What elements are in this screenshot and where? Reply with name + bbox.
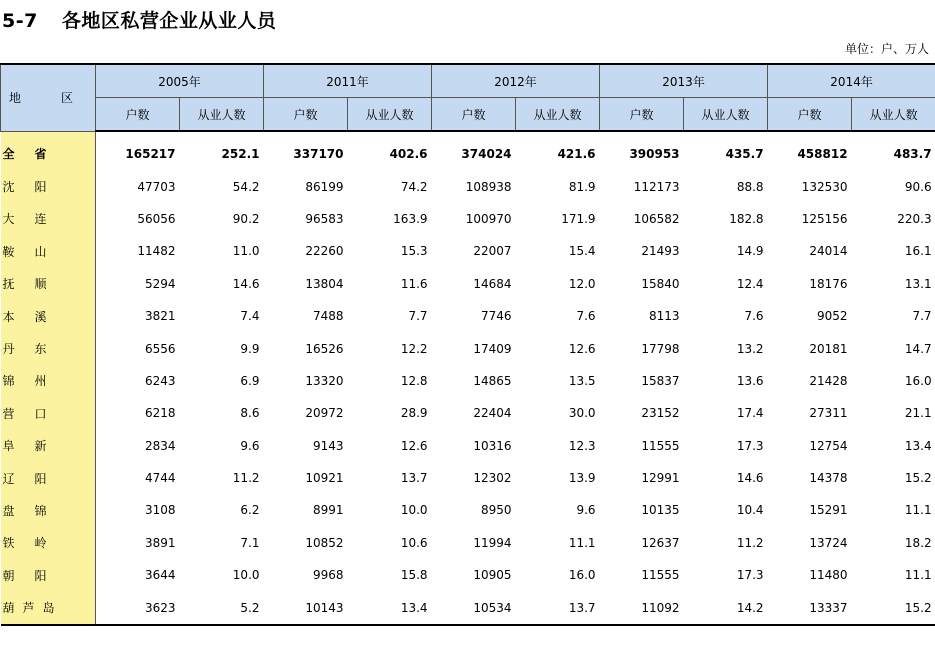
households-cell: 12754	[809, 438, 848, 453]
employees-cell: 13.7	[516, 591, 600, 624]
households-cell: 3623	[96, 591, 180, 624]
households-cell: 9052	[817, 309, 848, 324]
employees-cell: 15.2	[904, 471, 932, 486]
employees-cell: 14.6	[232, 276, 260, 291]
region-name-cell: 本溪	[1, 300, 96, 332]
employees-cell: 15.4	[568, 244, 596, 259]
employees-cell: 7.6	[744, 309, 764, 324]
households-cell: 3821	[144, 309, 176, 324]
households-cell: 112173	[633, 179, 680, 194]
employees-header: 从业人数	[180, 98, 264, 132]
employees-cell: 16.0	[568, 568, 596, 583]
employees-cell: 13.4	[904, 438, 932, 453]
households-cell: 8113	[649, 309, 680, 324]
employees-cell: 90.6	[904, 179, 932, 194]
households-cell: 3644	[144, 568, 176, 583]
households-cell: 10852	[305, 535, 344, 550]
employees-header: 从业人数	[348, 98, 432, 132]
employees-cell: 8.6	[240, 406, 260, 421]
households-cell: 100970	[465, 211, 512, 226]
employees-cell: 10.6	[400, 535, 428, 550]
households-cell: 10135	[641, 503, 680, 518]
employees-cell: 13.6	[736, 373, 764, 388]
region-name-cell: 葫芦岛	[1, 591, 96, 624]
households-cell: 13804	[305, 276, 344, 291]
employees-cell: 15.8	[400, 568, 428, 583]
table-row	[1, 235, 935, 267]
employees-cell: 13.7	[400, 471, 428, 486]
employees-cell: 12.3	[568, 438, 596, 453]
employees-cell: 14.2	[684, 591, 768, 624]
employees-header: 从业人数	[852, 98, 935, 132]
employees-cell: 252.1	[221, 147, 260, 162]
employees-cell: 12.8	[400, 373, 428, 388]
households-cell: 14378	[809, 471, 848, 486]
year-header-2011: 2011年	[264, 64, 432, 98]
employees-header: 从业人数	[516, 98, 600, 132]
employees-cell: 74.2	[400, 179, 428, 194]
households-cell: 20972	[305, 406, 344, 421]
households-header: 户数	[600, 98, 684, 132]
households-cell: 11994	[473, 535, 512, 550]
employees-cell: 13.1	[904, 276, 932, 291]
employees-cell: 11.1	[568, 535, 596, 550]
employees-cell: 12.6	[400, 438, 428, 453]
employees-cell: 90.2	[232, 211, 260, 226]
households-cell: 3891	[144, 535, 176, 550]
employees-cell: 11.1	[904, 503, 932, 518]
households-cell: 108938	[465, 179, 512, 194]
households-cell: 86199	[305, 179, 344, 194]
households-header: 户数	[96, 98, 180, 132]
households-cell: 10905	[473, 568, 512, 583]
table-title: 各地区私营企业从业人员	[61, 10, 277, 32]
employees-cell: 6.9	[240, 373, 260, 388]
employees-cell: 13.9	[568, 471, 596, 486]
employees-cell: 28.9	[400, 406, 428, 421]
year-header-row	[1, 64, 935, 98]
data-table	[0, 63, 935, 626]
table-row	[1, 559, 935, 591]
employees-cell: 163.9	[393, 211, 428, 226]
year-header-2012: 2012年	[432, 64, 600, 98]
employees-cell: 11.0	[232, 244, 260, 259]
employees-cell: 483.7	[893, 147, 932, 162]
employees-cell: 7.7	[408, 309, 428, 324]
table-row	[1, 494, 935, 526]
households-cell: 9968	[312, 568, 344, 583]
employees-cell: 17.3	[736, 438, 764, 453]
region-name-cell: 全省	[1, 131, 96, 170]
employees-cell: 7.7	[912, 309, 932, 324]
households-cell: 17409	[473, 341, 512, 356]
households-cell: 23152	[641, 406, 680, 421]
table-row	[1, 365, 935, 397]
page-title	[2, 6, 276, 33]
employees-cell: 12.6	[568, 341, 596, 356]
unit-label: 单位：户、万人	[844, 42, 929, 56]
households-cell: 22007	[473, 244, 512, 259]
employees-cell: 9.9	[240, 341, 260, 356]
households-cell: 5294	[144, 276, 176, 291]
households-cell: 11555	[641, 568, 680, 583]
region-name-cell: 锦州	[1, 365, 96, 397]
households-cell: 12637	[641, 535, 680, 550]
employees-cell: 81.9	[568, 179, 596, 194]
households-cell: 4744	[144, 471, 176, 486]
employees-cell: 13.2	[736, 341, 764, 356]
employees-cell: 15.3	[400, 244, 428, 259]
employees-cell: 14.9	[736, 244, 764, 259]
region-name-cell: 鞍山	[1, 235, 96, 267]
year-header-2014: 2014年	[768, 64, 935, 98]
table-row	[1, 397, 935, 429]
households-cell: 24014	[809, 244, 848, 259]
employees-cell: 12.0	[568, 276, 596, 291]
region-name-cell: 阜新	[1, 430, 96, 462]
households-cell: 12991	[641, 471, 680, 486]
employees-cell: 14.7	[904, 341, 932, 356]
households-cell: 132530	[801, 179, 848, 194]
employees-cell: 10.0	[400, 503, 428, 518]
table-row	[1, 170, 935, 202]
employees-cell: 182.8	[729, 211, 764, 226]
employees-cell: 13.4	[348, 591, 432, 624]
households-cell: 17798	[641, 341, 680, 356]
households-cell: 10534	[432, 591, 516, 624]
households-cell: 22260	[305, 244, 344, 259]
households-header: 户数	[768, 98, 852, 132]
households-cell: 15837	[641, 373, 680, 388]
year-header-2005: 2005年	[96, 64, 264, 98]
region-name-cell: 沈阳	[1, 170, 96, 202]
households-cell: 106582	[633, 211, 680, 226]
year-header-2013: 2013年	[600, 64, 768, 98]
employees-cell: 21.1	[904, 406, 932, 421]
households-cell: 10143	[264, 591, 348, 624]
employees-cell: 13.5	[568, 373, 596, 388]
households-cell: 6243	[144, 373, 176, 388]
households-cell: 21428	[809, 373, 848, 388]
households-cell: 7488	[312, 309, 344, 324]
households-cell: 56056	[137, 211, 176, 226]
households-cell: 13320	[305, 373, 344, 388]
households-cell: 16526	[305, 341, 344, 356]
households-cell: 10316	[473, 438, 512, 453]
employees-cell: 17.4	[736, 406, 764, 421]
employees-cell: 435.7	[725, 147, 764, 162]
employees-cell: 220.3	[897, 211, 932, 226]
households-cell: 18176	[809, 276, 848, 291]
households-cell: 9143	[312, 438, 344, 453]
region-name-cell: 辽阳	[1, 462, 96, 494]
households-header: 户数	[264, 98, 348, 132]
employees-cell: 10.4	[736, 503, 764, 518]
households-cell: 15291	[809, 503, 848, 518]
employees-cell: 9.6	[576, 503, 596, 518]
region-name-cell: 朝阳	[1, 559, 96, 591]
households-cell: 10921	[305, 471, 344, 486]
employees-cell: 6.2	[240, 503, 260, 518]
region-name-cell: 丹东	[1, 332, 96, 364]
households-cell: 165217	[125, 147, 176, 162]
households-cell: 13337	[768, 591, 852, 624]
employees-cell: 15.2	[852, 591, 935, 624]
households-cell: 337170	[293, 147, 344, 162]
employees-cell: 30.0	[568, 406, 596, 421]
employees-cell: 171.9	[561, 211, 596, 226]
employees-cell: 88.8	[736, 179, 764, 194]
employees-cell: 11.2	[232, 471, 260, 486]
households-cell: 2834	[144, 438, 176, 453]
households-cell: 27311	[809, 406, 848, 421]
employees-header: 从业人数	[684, 98, 768, 132]
table-row	[1, 462, 935, 494]
households-header: 户数	[432, 98, 516, 132]
region-name-cell: 抚顺	[1, 268, 96, 300]
employees-cell: 17.3	[736, 568, 764, 583]
region-name-cell: 大连	[1, 203, 96, 235]
households-cell: 11482	[137, 244, 176, 259]
households-cell: 13724	[809, 535, 848, 550]
employees-cell: 11.2	[736, 535, 764, 550]
households-cell: 8950	[480, 503, 512, 518]
employees-cell: 16.0	[904, 373, 932, 388]
employees-cell: 7.6	[576, 309, 596, 324]
households-cell: 20181	[809, 341, 848, 356]
households-cell: 6556	[144, 341, 176, 356]
households-cell: 6218	[144, 406, 176, 421]
employees-cell: 10.0	[232, 568, 260, 583]
employees-cell: 16.1	[904, 244, 932, 259]
households-cell: 458812	[797, 147, 848, 162]
households-cell: 7746	[480, 309, 512, 324]
households-cell: 3108	[144, 503, 176, 518]
households-cell: 47703	[137, 179, 176, 194]
sub-header-row	[1, 98, 935, 132]
employees-cell: 12.4	[736, 276, 764, 291]
households-cell: 14865	[473, 373, 512, 388]
table-row	[1, 131, 935, 170]
employees-cell: 421.6	[557, 147, 596, 162]
table-row	[1, 591, 935, 624]
households-cell: 21493	[641, 244, 680, 259]
employees-cell: 5.2	[180, 591, 264, 624]
households-cell: 11092	[600, 591, 684, 624]
households-cell: 11555	[641, 438, 680, 453]
employees-cell: 14.6	[736, 471, 764, 486]
households-cell: 22404	[473, 406, 512, 421]
households-cell: 125156	[801, 211, 848, 226]
table-row	[1, 203, 935, 235]
region-header: 地 区	[1, 64, 96, 131]
employees-cell: 402.6	[389, 147, 428, 162]
table-body	[1, 131, 935, 625]
households-cell: 15840	[641, 276, 680, 291]
table-row	[1, 430, 935, 462]
employees-cell: 7.1	[240, 535, 260, 550]
households-cell: 12302	[473, 471, 512, 486]
households-cell: 374024	[461, 147, 512, 162]
employees-cell: 11.6	[400, 276, 428, 291]
employees-cell: 18.2	[904, 535, 932, 550]
table-row	[1, 332, 935, 364]
table-row	[1, 300, 935, 332]
table-number: 5-7	[2, 10, 38, 32]
employees-cell: 9.6	[240, 438, 260, 453]
employees-cell: 11.1	[904, 568, 932, 583]
employees-cell: 12.2	[400, 341, 428, 356]
table-row	[1, 527, 935, 559]
region-name-cell: 盘锦	[1, 494, 96, 526]
region-name-cell: 营口	[1, 397, 96, 429]
employees-cell: 7.4	[240, 309, 260, 324]
table-row	[1, 268, 935, 300]
households-cell: 11480	[809, 568, 848, 583]
households-cell: 96583	[305, 211, 344, 226]
households-cell: 8991	[312, 503, 344, 518]
region-name-cell: 铁岭	[1, 527, 96, 559]
households-cell: 14684	[473, 276, 512, 291]
households-cell: 390953	[629, 147, 680, 162]
employees-cell: 54.2	[232, 179, 260, 194]
